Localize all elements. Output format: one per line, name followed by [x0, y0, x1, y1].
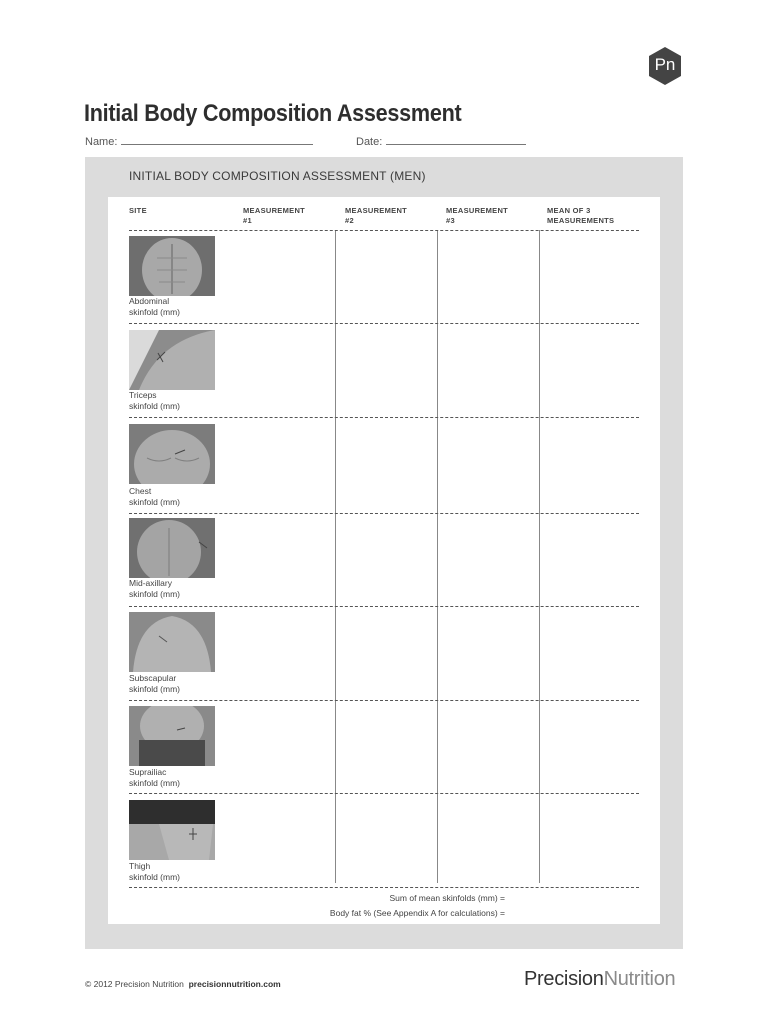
date-blank-line[interactable] [386, 133, 526, 145]
triceps-photo [129, 330, 215, 390]
date-field[interactable] [356, 133, 526, 148]
row-separator [129, 323, 639, 324]
abdomen-photo [129, 236, 215, 296]
site-label-suprailiac: Suprailiac skinfold (mm) [129, 767, 181, 788]
mid-axillary-photo [129, 518, 215, 578]
body-fat-label: Body fat % (See Appendix A for calculations) = [329, 908, 505, 918]
pn-logo-badge [645, 46, 685, 86]
chest-photo [129, 424, 215, 484]
suprailiac-photo [129, 706, 215, 766]
column-divider [335, 230, 336, 883]
panel-heading: INITIAL BODY COMPOSITION ASSESSMENT (MEN) [129, 169, 426, 183]
row-separator [129, 513, 639, 514]
page-title: Initial Body Composition Assessment [84, 100, 462, 127]
row-separator [129, 606, 639, 607]
row-separator [129, 793, 639, 794]
site-label-triceps: Triceps skinfold (mm) [129, 390, 181, 411]
column-header-measurement-1: MEASUREMENT #1 [243, 206, 306, 225]
footer-copyright: © 2012 Precision Nutrition precisionnutrition.com [85, 979, 281, 989]
name-field[interactable] [85, 133, 313, 148]
name-label: Name: [85, 136, 118, 148]
row-separator [129, 417, 639, 418]
site-label-mid-axillary: Mid-axillary skinfold (mm) [129, 578, 181, 599]
column-header-mean: MEAN OF 3 MEASUREMENTS [547, 206, 615, 225]
brand-wordmark: PrecisionNutrition [524, 968, 676, 990]
logo-badge-text: Pn [654, 55, 676, 74]
site-label-subscapular: Subscapular skinfold (mm) [129, 673, 181, 694]
site-label-thigh: Thigh skinfold (mm) [129, 861, 181, 882]
column-divider [437, 230, 438, 883]
footer-website-link[interactable]: precisionnutrition.com [188, 979, 281, 989]
subscapular-photo [129, 612, 215, 672]
site-label-abdominal: Abdominal skinfold (mm) [129, 296, 181, 317]
row-separator [129, 700, 639, 701]
column-header-site: SITE [129, 206, 147, 215]
name-blank-line[interactable] [121, 133, 313, 145]
thigh-photo [129, 800, 215, 860]
row-separator [129, 230, 639, 231]
site-label-chest: Chest skinfold (mm) [129, 486, 181, 507]
row-separator [129, 887, 639, 888]
date-label: Date: [356, 136, 383, 148]
sum-of-skinfolds-label: Sum of mean skinfolds (mm) = [389, 893, 505, 903]
column-header-measurement-2: MEASUREMENT #2 [345, 206, 408, 225]
column-divider [539, 230, 540, 883]
column-header-measurement-3: MEASUREMENT #3 [446, 206, 509, 225]
